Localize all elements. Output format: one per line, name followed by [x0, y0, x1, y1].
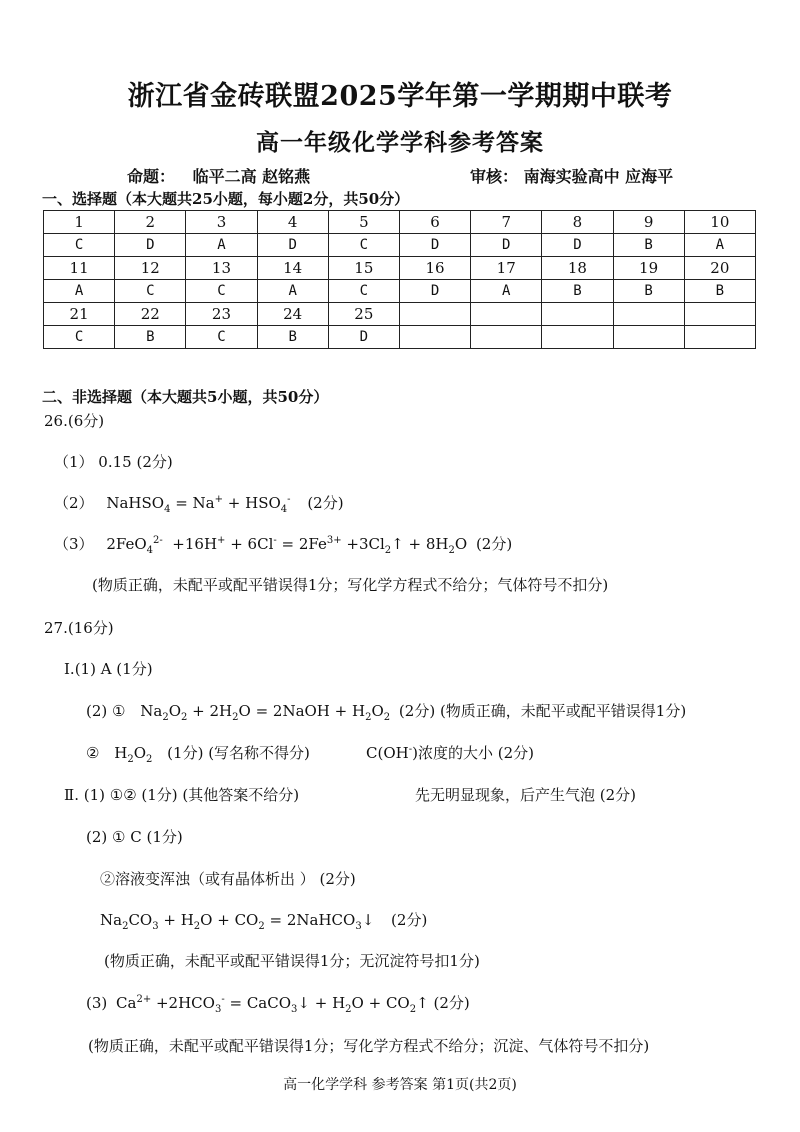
answer-cell: D	[542, 234, 613, 257]
q27-I-part2a-score: (2分)	[398, 702, 436, 720]
answer-cell: B	[684, 280, 755, 303]
answer-cell: A	[471, 280, 542, 303]
question-number-cell: 10	[684, 211, 755, 234]
q27-II-part2b: ②溶液变浑浊（或有晶体析出 ） (2分)	[100, 870, 356, 888]
q27-I-part2b	[86, 742, 310, 765]
question-number-cell: 13	[186, 257, 257, 280]
answer-cell: D	[257, 234, 328, 257]
answer-cell: A	[44, 280, 115, 303]
answer-cell: D	[328, 326, 399, 349]
question-number-cell: 4	[257, 211, 328, 234]
section2-heading: 二、非选择题（本大题共5小题，共50分）	[42, 388, 329, 406]
question-number-cell: 21	[44, 303, 115, 326]
answer-cell: D	[471, 234, 542, 257]
question-number-cell: 14	[257, 257, 328, 280]
q26-part3-score: (2分)	[475, 535, 513, 553]
q27-I-part2b-formula: $H_2O_2$	[114, 744, 153, 765]
answer-cell: B	[613, 234, 684, 257]
answer-table	[43, 210, 756, 349]
answer-row	[44, 280, 756, 303]
question-number-cell: 11	[44, 257, 115, 280]
answer-cell	[471, 326, 542, 349]
q27-I-part1: Ⅰ.(1) A (1分)	[64, 660, 153, 678]
question-number-cell: 16	[399, 257, 470, 280]
question-number-cell	[399, 303, 470, 326]
q26-part3-equation: $2FeO_4^{2-} +16H^+ + 6Cl^- = 2Fe^{3+}$ $+3Cl_2↑ + 8H_2O$	[106, 535, 468, 556]
q26-part2-label: （2）	[54, 494, 94, 512]
q27-I-part2b-right: C(OH-)浓度的大小 (2分)	[366, 744, 534, 762]
answer-cell: C	[328, 234, 399, 257]
question-number-cell: 23	[186, 303, 257, 326]
answer-cell: C	[186, 326, 257, 349]
question-number-cell	[471, 303, 542, 326]
q27-header: 27.(16分)	[44, 619, 114, 637]
question-number-cell: 19	[613, 257, 684, 280]
answer-cell: B	[542, 280, 613, 303]
section1-heading: 一、选择题（本大题共25小题，每小题2分，共50分）	[42, 190, 410, 208]
author-name: 临平二高 赵铭燕	[192, 167, 311, 186]
q27-II-part2a: (2) ① C (1分)	[86, 828, 183, 846]
q27-I-part2b-label: ②	[86, 744, 100, 762]
question-number-cell: 7	[471, 211, 542, 234]
question-number-cell: 2	[115, 211, 186, 234]
question-number-cell: 22	[115, 303, 186, 326]
answer-cell: C	[328, 280, 399, 303]
q27-I-part2a-label: (2) ①	[86, 702, 126, 720]
q27-II-part3-label: (3)	[86, 994, 108, 1012]
question-number-cell	[613, 303, 684, 326]
q27-II-part2c-equation: $Na_2CO_3 + H_2O + CO_2$ = 2NaHCO$_3$↓	[100, 911, 375, 932]
q26-note: (物质正确，未配平或配平错误得1分；写化学方程式不给分；气体符号不扣分)	[92, 576, 609, 594]
question-number-cell: 17	[471, 257, 542, 280]
question-number-cell: 9	[613, 211, 684, 234]
answer-cell: C	[44, 234, 115, 257]
reviewer-line	[470, 164, 673, 187]
answer-cell: A	[257, 280, 328, 303]
question-number-cell	[684, 303, 755, 326]
answer-cell: D	[399, 234, 470, 257]
author-line	[127, 164, 310, 187]
answer-cell: A	[684, 234, 755, 257]
answer-cell: B	[613, 280, 684, 303]
question-number-cell: 8	[542, 211, 613, 234]
answer-cell: C	[186, 280, 257, 303]
document-subtitle: 高一年级化学学科参考答案	[256, 129, 544, 156]
question-number-cell: 3	[186, 211, 257, 234]
answer-row	[44, 234, 756, 257]
q27-I-part2a-note: (物质正确，未配平或配平错误得1分)	[439, 702, 687, 720]
answer-row	[44, 326, 756, 349]
question-number-cell: 5	[328, 211, 399, 234]
q27-II-part2-note: (物质正确，未配平或配平错误得1分；无沉淀符号扣1分)	[104, 952, 480, 970]
q26-header: 26.(6分)	[44, 412, 105, 430]
answer-cell	[684, 326, 755, 349]
question-number-row	[44, 257, 756, 280]
q27-I-part2a	[86, 700, 686, 723]
reviewer-label: 审核：	[470, 167, 519, 186]
q27-II-part3	[86, 992, 470, 1015]
q26-part2-equation: NaHSO$_4$ = $Na^+ + HSO_4^-$	[106, 494, 291, 515]
question-number-cell	[542, 303, 613, 326]
answer-cell	[399, 326, 470, 349]
q27-I-part2b-score: (1分) (写名称不得分)	[167, 744, 310, 762]
q27-II-part3-note: (物质正确，未配平或配平错误得1分；写化学方程式不给分；沉淀、气体符号不扣分)	[88, 1037, 650, 1055]
question-number-cell: 15	[328, 257, 399, 280]
answer-cell: B	[115, 326, 186, 349]
q27-II-part1: Ⅱ. (1) ①② (1分) (其他答案不给分)	[64, 786, 300, 804]
answer-cell	[542, 326, 613, 349]
q26-part3-label: （3）	[54, 535, 94, 553]
question-number-cell: 6	[399, 211, 470, 234]
question-number-cell: 12	[115, 257, 186, 280]
q26-part1: （1） 0.15 (2分)	[54, 453, 173, 471]
q27-II-part3-equation: $Ca^{2+} +2HCO_3^-$ = CaCO$_3$↓ + $H_2O$ + $CO_2↑$	[116, 994, 429, 1015]
document-title: 浙江省金砖联盟2025学年第一学期期中联考	[127, 81, 673, 112]
q27-I-part2a-equation: $Na_2O_2 + 2H_2O$ = 2NaOH + $H_2O_2$	[140, 702, 391, 723]
question-number-cell: 20	[684, 257, 755, 280]
q26-part3	[54, 533, 512, 556]
question-number-row	[44, 303, 756, 326]
answer-cell	[613, 326, 684, 349]
q27-II-part2c	[100, 909, 427, 932]
q27-II-part2c-score: (2分)	[391, 911, 428, 929]
question-number-cell: 24	[257, 303, 328, 326]
q26-part2	[54, 492, 344, 515]
question-number-row	[44, 211, 756, 234]
question-number-cell: 1	[44, 211, 115, 234]
answer-cell: C	[44, 326, 115, 349]
q26-part2-score: (2分)	[307, 494, 344, 512]
answer-cell: D	[115, 234, 186, 257]
answer-cell: A	[186, 234, 257, 257]
question-number-cell: 25	[328, 303, 399, 326]
reviewer-name: 南海实验高中 应海平	[523, 167, 674, 186]
q27-II-part3-score: (2分)	[433, 994, 470, 1012]
answer-cell: C	[115, 280, 186, 303]
author-label: 命题：	[127, 167, 176, 186]
page-footer: 高一化学学科 参考答案 第1页(共2页)	[283, 1077, 517, 1093]
q27-II-part1-right: 先无明显现象，后产生气泡 (2分)	[415, 786, 637, 804]
answer-cell: B	[257, 326, 328, 349]
answer-cell: D	[399, 280, 470, 303]
question-number-cell: 18	[542, 257, 613, 280]
